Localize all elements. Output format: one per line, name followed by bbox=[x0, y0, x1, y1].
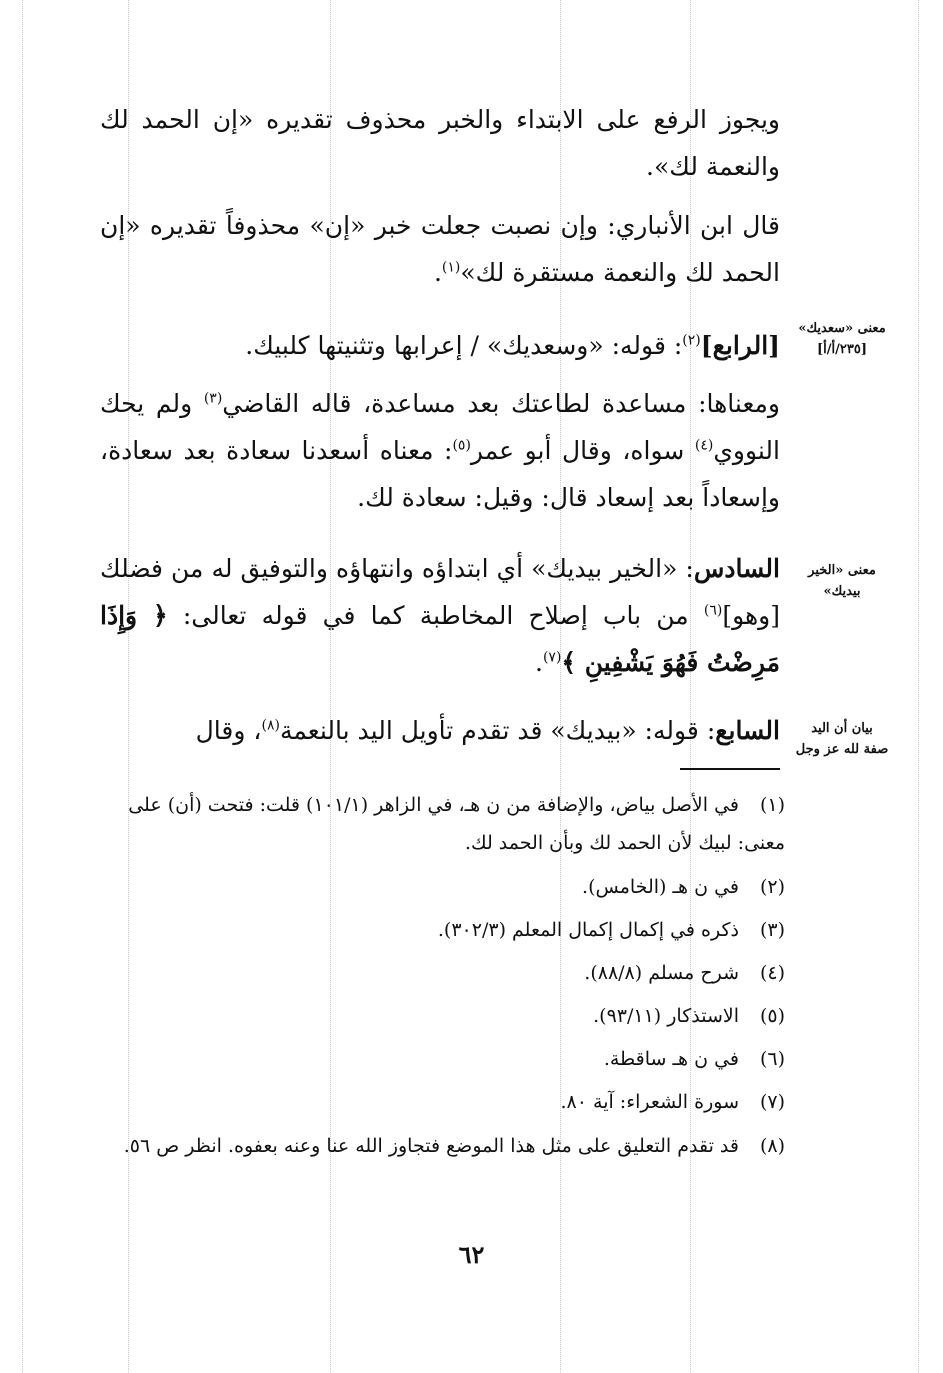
section-heading: [الرابع] bbox=[700, 331, 780, 360]
footnote-ref[interactable]: (٦) bbox=[703, 602, 723, 619]
page-number: ٦٢ bbox=[458, 1240, 485, 1269]
footnote-ref[interactable]: (٢) bbox=[682, 332, 701, 349]
margin-note-3: بيان أن اليد صفة لله عز وجل bbox=[795, 721, 889, 757]
paragraph-6: السابع: قوله: «بيديك» قد تقدم تأويل اليد بالنعمة$^{(٨)}$، وقال bbox=[195, 716, 780, 745]
footnote-1: (١)في الأصل بياض، والإضافة من ن هـ، في الزاهر (١٠١/١) قلت: فتحت (أن) على معنى: لبيك لأن الحمد لك وبأن الحمد لك. bbox=[128, 794, 785, 854]
footnote-ref[interactable]: (١) bbox=[441, 259, 461, 276]
section-heading: السابع bbox=[715, 716, 780, 745]
margin-note-1: معنى «سعديك» [٢٣٥/أ/أ] bbox=[798, 321, 886, 357]
scan-guide-line bbox=[22, 0, 23, 1373]
footnote-ref[interactable]: (٨) bbox=[261, 717, 280, 734]
paragraph-1: ويجوز الرفع على الابتداء والخبر محذوف تقديره «إن الحمد لك والنعمة لك». bbox=[100, 105, 780, 181]
footnote-3: (٣)ذكره في إكمال إكمال المعلم (٣٠٢/٣). bbox=[437, 919, 785, 941]
footnote-8: (٨)قد تقدم التعليق على مثل هذا الموضع فتجاوز الله عنا وعنه بعفوه. انظر ص ٥٦. bbox=[123, 1135, 785, 1157]
footnote-5: (٥)الاستذكار (٩٣/١١). bbox=[593, 1005, 785, 1027]
footnote-ref[interactable]: (٤) bbox=[694, 437, 714, 454]
paragraph-5: السادس: «الخير بيديك» أي ابتداؤه وانتهاؤه والتوفيق له من فضلك [وهو]$^{(٦)}$ من باب إصلاح المخاطبة كما في قوله تعالى: ﴿ وَإِذَا مَرِضْتُ فَهُوَ يَشْفِينِ ﴾$^{(٧)}$. bbox=[100, 554, 780, 677]
footnote-4: (٤)شرح مسلم (٨٨/٨). bbox=[584, 962, 785, 984]
paragraph-2: قال ابن الأنباري: وإن نصبت جعلت خبر «إن» محذوفاً تقديره «إن الحمد لك والنعمة مستقرة لك»$^{(١)}$. bbox=[100, 211, 780, 287]
footnote-6: (٦)في ن هـ ساقطة. bbox=[603, 1048, 785, 1070]
footnote-7: (٧)سورة الشعراء: آية ٨٠. bbox=[560, 1091, 785, 1113]
paragraph-4: ومعناها: مساعدة لطاعتك بعد مساعدة، قاله القاضي$^{(٣)}$ ولم يحك النووي$^{(٤)}$ سواه، وقال أبو عمر$^{(٥)}$: معناه أسعدنا سعادة بعد سعادة، وإسعاداً بعد إسعاد قال: وقيل: سعادة لك. bbox=[100, 389, 780, 512]
footnote-ref[interactable]: (٣) bbox=[203, 390, 223, 407]
footnote-separator bbox=[680, 768, 780, 770]
scan-guide-line bbox=[918, 0, 919, 1373]
section-heading: السادس bbox=[693, 554, 780, 583]
quran-verse: ﴿ وَإِذَا مَرِضْتُ فَهُوَ يَشْفِينِ ﴾ bbox=[100, 601, 780, 677]
footnote-ref[interactable]: (٧) bbox=[542, 649, 562, 666]
footnote-ref[interactable]: (٥) bbox=[452, 437, 471, 454]
paragraph-3: [الرابع]$^{(٢)}$: قوله: «وسعديك» / إعرابها وتثنيتها كلبيك. bbox=[245, 331, 780, 360]
margin-note-2: معنى «الخير بيديك» bbox=[808, 563, 876, 599]
footnote-2: (٢)في ن هـ (الخامس). bbox=[582, 876, 785, 898]
